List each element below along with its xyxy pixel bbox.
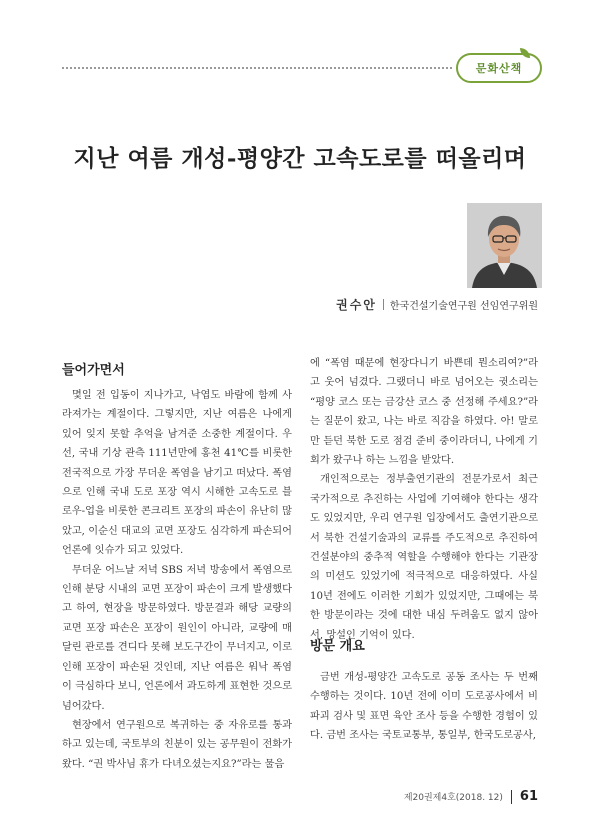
author-photo bbox=[467, 203, 542, 288]
section-heading-visit-overview: 방문 개요 bbox=[310, 639, 365, 654]
author-affiliation: 한국건설기술연구원 선임연구위원 bbox=[389, 301, 538, 312]
byline-divider bbox=[383, 299, 384, 310]
section-badge bbox=[456, 53, 542, 83]
section-heading-intro: 들어가면서 bbox=[62, 363, 125, 378]
paragraph: 현장에서 연구원으로 복귀하는 중 자유로를 통과하고 있는데, 국토부의 친분이 있는 공무원이 전화가 왔다. “권 박사님 휴가 다녀오셨는지요?”라는 물음 bbox=[62, 719, 292, 770]
portrait-illustration bbox=[467, 203, 542, 288]
paragraph: 몇일 전 입동이 지나가고, 낙엽도 바람에 함께 사라져가는 계절이다. 그렇지만, 지난 여름은 나에게 있어 잊지 못할 추억을 남겨준 소중한 계절이다. 우선, 국내 기상 관측 111년만에 홍천 41℃를 비롯한 전국적으로 가장 무더운 폭염을 남기고 떠났다. 폭염으로 인해 국내 도로 포장 역시 시해한 고속도로 블로우-업을 비롯한 콘크리트 포장의 파손이 유난히 많았고, 이순신 대교의 교면 포장도 심각하게 파손되어 언론에 잇슈가 되고 있었다. bbox=[62, 390, 292, 557]
paragraph: 개인적으로는 정부출연기관의 전문가로서 최근 국가적으로 추진하는 사업에 기여해야 한다는 생각도 있었지만, 우리 연구원 입장에서도 출연기관으로서 북한 건설기술과의 교류를 주도적으로 추진하여 건설분야의 중추적 역할을 수행해야 한다는 기관장의 미션도 있었기에 적극적으로 대응하였다. 사실 10년 전에도 이러한 기회가 있었지만, 그때에는 북한 방문이라는 것에 대한 내심 두려움도 없지 않아서, 망설인 기억이 있다. bbox=[310, 474, 538, 641]
leaf-icon bbox=[520, 48, 530, 58]
paragraph: 금번 개성-평양간 고속도로 공동 조사는 두 번째 수행하는 것이다. 10년 전에 이미 도로공사에서 비파괴 검사 및 표면 육안 조사 등을 수행한 경험이 있다. 금번 조사는 국토교통부, 통일부, 한국도로공사, bbox=[310, 672, 538, 742]
page-number: 61 bbox=[519, 789, 538, 804]
author-byline bbox=[336, 296, 538, 313]
footer-divider bbox=[511, 790, 512, 804]
page-footer bbox=[404, 789, 538, 804]
left-column-body bbox=[62, 386, 292, 774]
paragraph: 에 “폭염 때문에 현장다니기 바쁜데 뭔소리여?”라고 웃어 넘겼다. 그랬더니 바로 넘어오는 귓소리는 “평양 코스 또는 금강산 코스 중 선정해 주세요?”라는 질문이 왔고, 나는 바로 직감을 하였다. 아! 말로만 듣던 북한 도로 점검 준비 중이라더니, 나에게 기회가 왔구나 하는 느낌을 받았다. bbox=[310, 358, 538, 467]
issue-info: 제20권제4호(2018. 12) bbox=[403, 793, 503, 803]
right-column-body-top bbox=[310, 354, 538, 645]
section-badge-label: 문화산책 bbox=[475, 62, 523, 75]
right-column-body-bottom bbox=[310, 668, 538, 746]
header-dotted-rule bbox=[62, 67, 452, 69]
paragraph: 무더운 어느날 저녁 SBS 저녁 방송에서 폭염으로 인해 분당 시내의 교면 포장이 파손이 크게 발생했다고 하여, 현장을 방문하였다. 방문결과 해당 교량의 교면 포장 파손은 포장이 원인이 아니라, 교량에 매달린 관로를 견디다 못해 보도구간이 무너지고, 이로 인해 포장이 파손된 것인데, 지난 여름은 워낙 폭염이 극심하다 보니, 언론에서 과도하게 표현한 것으로 넘어갔다. bbox=[62, 564, 292, 712]
author-name: 권수안 bbox=[336, 298, 377, 312]
article-title: 지난 여름 개성-평양간 고속도로를 떠올리며 bbox=[73, 145, 527, 172]
